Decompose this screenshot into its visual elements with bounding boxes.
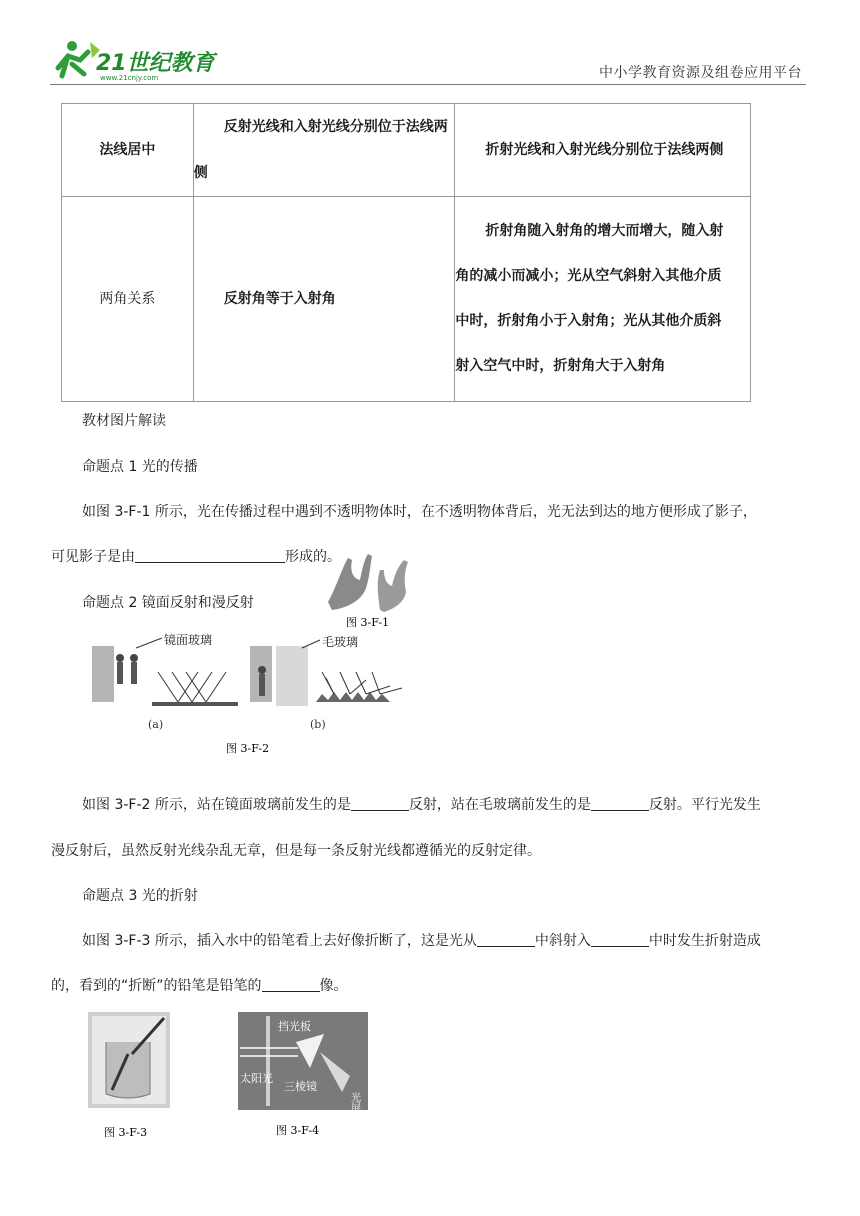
answer-blank[interactable]: [591, 797, 649, 811]
mirror-surface: [152, 702, 238, 706]
table-row: [62, 197, 751, 402]
point1-text-cont: 可见影子是由 形成的。: [51, 549, 341, 565]
reflection-cell: 反射光线和入射光线分别位于法线两侧: [193, 104, 455, 197]
svg-text:(b): (b): [310, 718, 326, 731]
figure-3-f-1: [322, 548, 414, 632]
section-title: 教材图片解读: [82, 413, 166, 429]
svg-text:21世纪教育: 21世纪教育: [96, 51, 215, 76]
refraction-cell: [455, 197, 751, 402]
svg-text:毛玻璃: 毛玻璃: [322, 635, 359, 649]
refraction-cell: 折射光线和入射光线分别位于法线两侧: [455, 104, 751, 197]
figure-3-f-4: [238, 1012, 370, 1142]
point1-text: 如图 3-F-1 所示，光在传播过程中遇到不透明物体时，在不透明物体背后，光无法到达的地方便形成了影子，: [82, 504, 757, 520]
svg-text:光屏: 光屏: [348, 1092, 360, 1112]
point3-text-cont: 的，看到的“折断”的铅笔是铅笔的 像。: [51, 978, 348, 994]
comparison-table: [61, 103, 751, 402]
row-label: 两角关系: [62, 197, 194, 402]
point2-title: 命题点 2 镜面反射和漫反射: [82, 595, 254, 611]
figure-3-f-3: [88, 1012, 170, 1140]
answer-blank[interactable]: [262, 978, 320, 992]
frosted-glass-panel: [276, 646, 308, 706]
point2-text: 如图 3-F-2 所示，站在镜面玻璃前发生的是 反射，站在毛玻璃前发生的是 反射。平行光发生: [82, 797, 761, 813]
svg-text:www.21cnjy.com: www.21cnjy.com: [100, 74, 159, 82]
svg-text:图 3-F-2: 图 3-F-2: [226, 742, 270, 755]
figure-3-f-2: [90, 632, 410, 758]
answer-blank[interactable]: [351, 797, 409, 811]
rough-surface: [316, 692, 390, 702]
svg-text:太阳光: 太阳光: [240, 1072, 273, 1085]
point2-text-cont: 漫反射后，虽然反射光线杂乱无章，但是每一条反射光线都遵循光的反射定律。: [51, 843, 541, 859]
light-blocker: [266, 1016, 270, 1106]
answer-blank[interactable]: [135, 549, 285, 563]
svg-text:三棱镜: 三棱镜: [284, 1080, 317, 1093]
svg-text:图 3-F-1: 图 3-F-1: [346, 616, 390, 629]
row-label: 法线居中: [62, 104, 194, 197]
site-logo: [50, 38, 220, 82]
answer-blank[interactable]: [591, 933, 649, 947]
mirror-glass-panel: [92, 646, 114, 702]
point3-text: 如图 3-F-3 所示，插入水中的铅笔看上去好像折断了，这是光从 中斜射入 中时发生折射造成: [82, 933, 761, 949]
svg-text:图 3-F-3: 图 3-F-3: [104, 1126, 148, 1139]
reflection-cell: 反射角等于入射角: [193, 197, 455, 402]
point1-title: 命题点 1 光的传播: [82, 459, 198, 475]
point3-title: 命题点 3 光的折射: [82, 888, 198, 904]
svg-text:图 3-F-4: 图 3-F-4: [276, 1124, 320, 1137]
page-header: [50, 38, 806, 84]
table-row: [62, 104, 751, 197]
answer-blank[interactable]: [477, 933, 535, 947]
svg-text:镜面玻璃: 镜面玻璃: [164, 633, 213, 647]
refraction-text: 折射角随入射角的增大而增大，随入射 角的减小而减小；光从空气斜射入其他介质 中时，折射角小于入射角；光从其他介质斜 射入空气中时，折射角大于入射角: [455, 223, 724, 374]
svg-text:挡光板: 挡光板: [278, 1020, 311, 1033]
header-divider: [50, 84, 806, 85]
svg-text:(a): (a): [148, 718, 164, 731]
platform-name: 中小学教育资源及组卷应用平台: [599, 65, 802, 81]
